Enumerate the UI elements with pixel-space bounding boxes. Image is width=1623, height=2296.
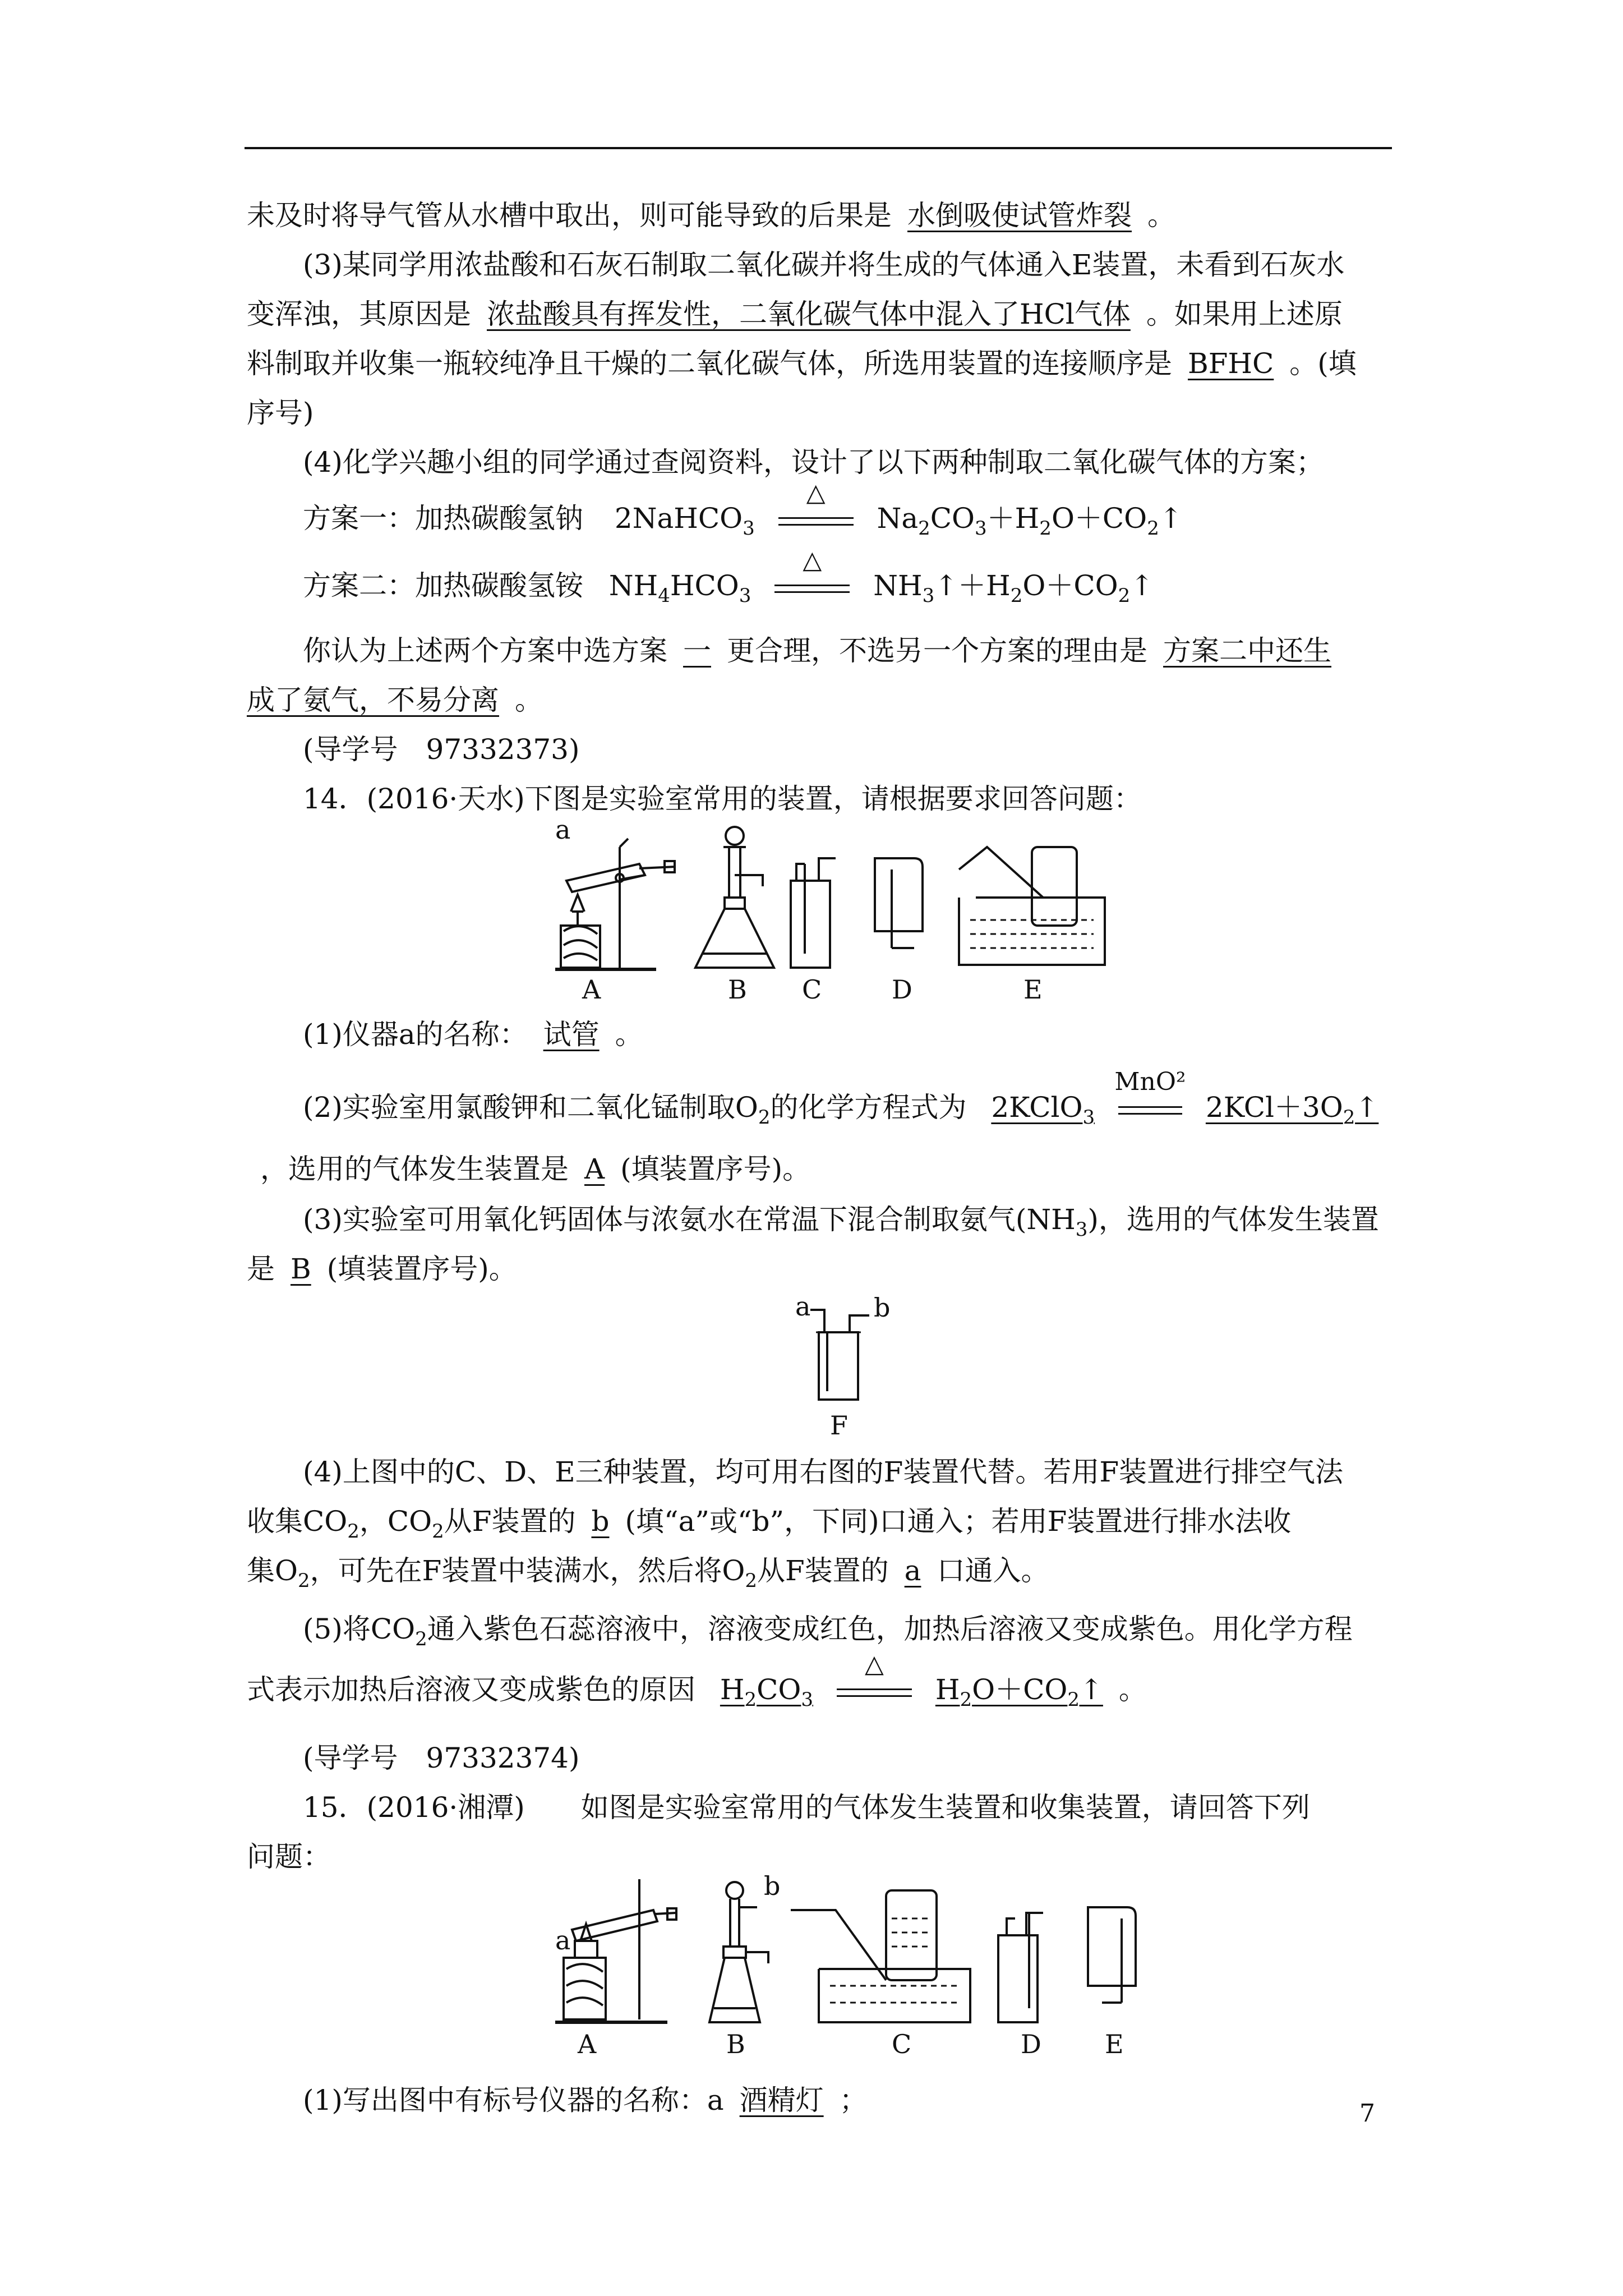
label-C: C bbox=[892, 2029, 912, 2059]
label-D: D bbox=[892, 974, 912, 1005]
text-line: 未及时将导气管从水槽中取出，则可能导致的后果是 水倒吸使试管炸裂 。 bbox=[247, 199, 1175, 232]
answer-blank: 试管 bbox=[543, 1018, 600, 1051]
question-14-3-line-1: (3)实验室可用氧化钙固体与浓氨水在常温下混合制取氨气$(NH_3)$，选用的气体发生装置 bbox=[303, 1203, 1379, 1241]
label-E: E bbox=[1105, 2029, 1124, 2059]
question-3-line-3: 料制取并收集一瓶较纯净且干燥的二氧化碳气体，所选用装置的连接顺序是 BFHC 。(填 bbox=[247, 347, 1357, 380]
label-b: b bbox=[764, 1871, 781, 1901]
answer-blank: 酒精灯 bbox=[739, 2084, 824, 2116]
question-3-line-4: 序号) bbox=[247, 397, 314, 429]
question-14-5-line-2: 式表示加热后溶液又变成紫色的原因 $H_2CO_3$ △ $H_2O+CO_2↑$ 。 bbox=[247, 1650, 1147, 1711]
choice-line-1: 你认为上述两个方案中选方案 一 更合理，不选另一个方案的理由是 方案二中还生 bbox=[303, 626, 1391, 675]
answer-blank: 浓盐酸具有挥发性，二氧化碳气体中混入了HCl气体 bbox=[487, 298, 1131, 330]
heat-condition: △ bbox=[832, 1675, 916, 1709]
question-14-4-line-1: (4)上图中的C、D、E三种装置，均可用右图的F装置代替。若用F装置进行排空气法 bbox=[303, 1456, 1344, 1488]
question-14-2-line-1: (2)实验室用氯酸钾和二氧化锰制取$O_2$的化学方程式为 2KClO$_3$ MnO² $2KCl+3O_2↑$ bbox=[303, 1068, 1379, 1129]
guide-number: (导学号 97332373) bbox=[303, 733, 580, 766]
answer-blank: 水倒吸使试管炸裂 bbox=[907, 199, 1132, 232]
heat-condition: △ bbox=[770, 571, 854, 605]
question-3-line-1: (3)某同学用浓盐酸和石灰石制取二氧化碳并将生成的气体通入E装置，未看到石灰水 bbox=[303, 249, 1345, 281]
question-14-4-line-3: 集$O_2$，可先在F装置中装满水，然后将$O_2$从F装置的 a 口通入。 bbox=[247, 1554, 1049, 1592]
label-C: C bbox=[802, 974, 822, 1005]
question-14-2-line-2: ，选用的气体发生装置是 A (填装置序号)。 bbox=[260, 1153, 811, 1185]
label-B: B bbox=[728, 974, 747, 1005]
question-14-4-line-2: 收集$CO_2$，$CO_2$从F装置的 b (填“a”或“b”，下同)口通入；若用F装置进行排水法收 bbox=[247, 1505, 1292, 1543]
label-A: A bbox=[582, 974, 601, 1005]
choice-line-2: 成了氨气，不易分离 。 bbox=[247, 684, 543, 716]
question-15-title-2: 问题： bbox=[247, 1841, 331, 1873]
question-14-5-line-1: (5)将$CO_2$通入紫色石蕊溶液中，溶液变成红色，加热后溶液又变成紫色。用化学方程 bbox=[303, 1613, 1353, 1650]
label-E: E bbox=[1023, 974, 1043, 1005]
question-4-line-1: (4)化学兴趣小组的同学通过查阅资料，设计了以下两种制取二氧化碳气体的方案； bbox=[303, 446, 1324, 478]
page-number: 7 bbox=[1359, 2099, 1375, 2128]
figure-14-apparatus bbox=[555, 813, 1116, 1004]
guide-number: (导学号 97332374) bbox=[303, 1742, 580, 1774]
label-b: b bbox=[874, 1292, 891, 1323]
question-14-title: 14．(2016·天水)下图是实验室常用的装置，请根据要求回答问题： bbox=[303, 783, 1142, 815]
label-a: a bbox=[555, 1925, 571, 1955]
answer-blank: 一 bbox=[683, 634, 711, 667]
catalyst-condition: MnO² bbox=[1114, 1093, 1187, 1126]
plan-1-equation: 方案一：加热碳酸氢钠 2NaHCO$_3$ △ $Na_2CO_3+H_2O+CO_2↑$ bbox=[303, 478, 1183, 540]
answer-blank: 方案二中还生 bbox=[1163, 634, 1331, 667]
heat-condition: △ bbox=[774, 504, 858, 537]
answer-blank: a bbox=[904, 1554, 921, 1587]
answer-blank: B bbox=[291, 1253, 311, 1285]
label-a: a bbox=[555, 815, 571, 845]
answer-blank: b bbox=[591, 1505, 610, 1538]
label-a: a bbox=[795, 1291, 811, 1322]
figure-F-bottle bbox=[785, 1287, 909, 1444]
label-A: A bbox=[578, 2029, 597, 2059]
answer-blank: A bbox=[584, 1153, 605, 1185]
question-15-title: 15．(2016·湘潭) 如图是实验室常用的气体发生装置和收集装置，请回答下列 bbox=[303, 1791, 1310, 1824]
label-B: B bbox=[726, 2029, 745, 2059]
question-14-1: (1)仪器a的名称： 试管 。 bbox=[303, 1018, 643, 1051]
plan-2-equation: 方案二：加热碳酸氢铵 $NH_4HCO_3$ △ $NH_3↑+H_2O+CO_2↑$ bbox=[303, 546, 1154, 607]
label-F: F bbox=[830, 1410, 848, 1441]
question-15-1: (1)写出图中有标号仪器的名称：a 酒精灯 ； bbox=[303, 2084, 868, 2116]
figure-15-apparatus bbox=[555, 1868, 1172, 2059]
label-D: D bbox=[1021, 2029, 1041, 2059]
header-rule bbox=[245, 147, 1392, 149]
question-14-3-line-2: 是 B (填装置序号)。 bbox=[247, 1253, 517, 1285]
answer-blank: 成了氨气，不易分离 bbox=[247, 684, 499, 716]
question-3-line-2: 变浑浊，其原因是 浓盐酸具有挥发性，二氧化碳气体中混入了HCl气体 。如果用上述原 bbox=[247, 298, 1343, 330]
answer-blank: BFHC bbox=[1188, 347, 1274, 380]
